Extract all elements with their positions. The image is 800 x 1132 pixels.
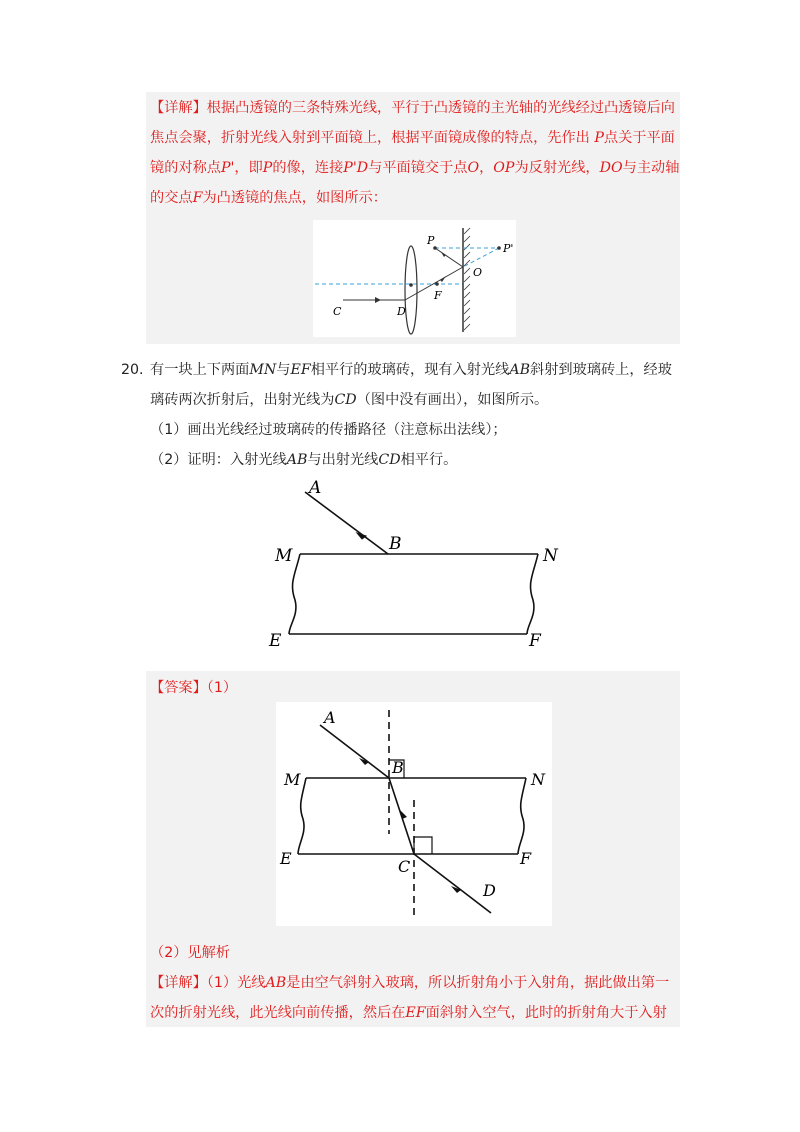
question-stem: 有一块上下两面MN与EF相平行的玻璃砖，现有入射光线AB斜射到玻璃砖上，经玻璃砖两次折射后，出射光线为CD（图中没有画出），如图所示。 [150, 362, 672, 408]
label-a: A [309, 478, 322, 498]
detail-tag: 【详解】 [150, 975, 207, 991]
label-d: D [483, 881, 496, 900]
label-m: M [284, 770, 301, 789]
right-angle-c [414, 837, 432, 854]
left-edge [298, 778, 306, 854]
detail-paragraph-2: 【详解】（1）光线AB是由空气斜射入玻璃，所以折射角小于入射角，据此做出第一次的折射光线，此光线向前传播，然后在EF面斜射入空气，此时的折射角大于入射 [150, 975, 670, 1021]
label-e: E [269, 631, 282, 651]
pprime-o-dashed [463, 248, 499, 267]
right-edge [518, 778, 526, 854]
point-pprime [497, 246, 501, 250]
label-f: F [529, 631, 541, 651]
left-edge [289, 554, 300, 634]
point-f [435, 282, 439, 286]
label-a: A [324, 708, 336, 727]
question-part-1: （1）画出光线经过玻璃砖的传播路径（注意标出法线）； [150, 422, 507, 438]
lens-center-dot [409, 283, 413, 287]
label-c: C [333, 305, 342, 318]
answer-figure [276, 702, 552, 926]
lens-mirror-figure [313, 220, 516, 337]
answer-line: 【答案】（1） [150, 680, 238, 696]
label-n: N [531, 770, 545, 789]
detail-paragraph-1: 【详解】根据凸透镜的三条特殊光线，平行于凸透镜的主光轴的光线经过凸透镜后向焦点会聚，折射光线入射到平面镜上，根据平面镜成像的特点，先作出 P点关于平面镜的对称点P'，即P的像，连接P'D与平面镜交于点O，OP为反射光线，DO与主动轴的交点F为凸透镜的焦点，如图所示： [150, 100, 680, 206]
label-e: E [280, 849, 292, 868]
label-f: F [520, 849, 532, 868]
answer-part-2: （2）见解析 [150, 945, 230, 961]
label-pprime: P' [503, 242, 514, 255]
answer-tag: 【答案】 [150, 680, 207, 696]
incident-ray-ab [320, 725, 389, 778]
label-b: B [389, 534, 402, 554]
label-b: B [392, 758, 404, 777]
convex-lens [405, 246, 417, 334]
mirror-hatching [464, 228, 470, 330]
label-o: O [473, 266, 483, 279]
label-p: P [427, 234, 435, 247]
question-part-2: （2）证明：入射光线AB与出射光线CD相平行。 [150, 452, 458, 468]
question-number: 20. [121, 362, 144, 378]
label-f: F [434, 289, 442, 302]
incident-ray-ab [305, 492, 388, 554]
glass-brick-figure [265, 475, 565, 653]
label-c: C [398, 857, 411, 876]
label-d: D [397, 305, 406, 318]
right-edge [527, 554, 538, 634]
label-m: M [275, 546, 293, 566]
reflected-ray-op [435, 248, 463, 267]
emergent-ray-cd [414, 854, 491, 913]
detail-tag: 【详解】 [150, 100, 207, 116]
label-n: N [543, 546, 558, 566]
